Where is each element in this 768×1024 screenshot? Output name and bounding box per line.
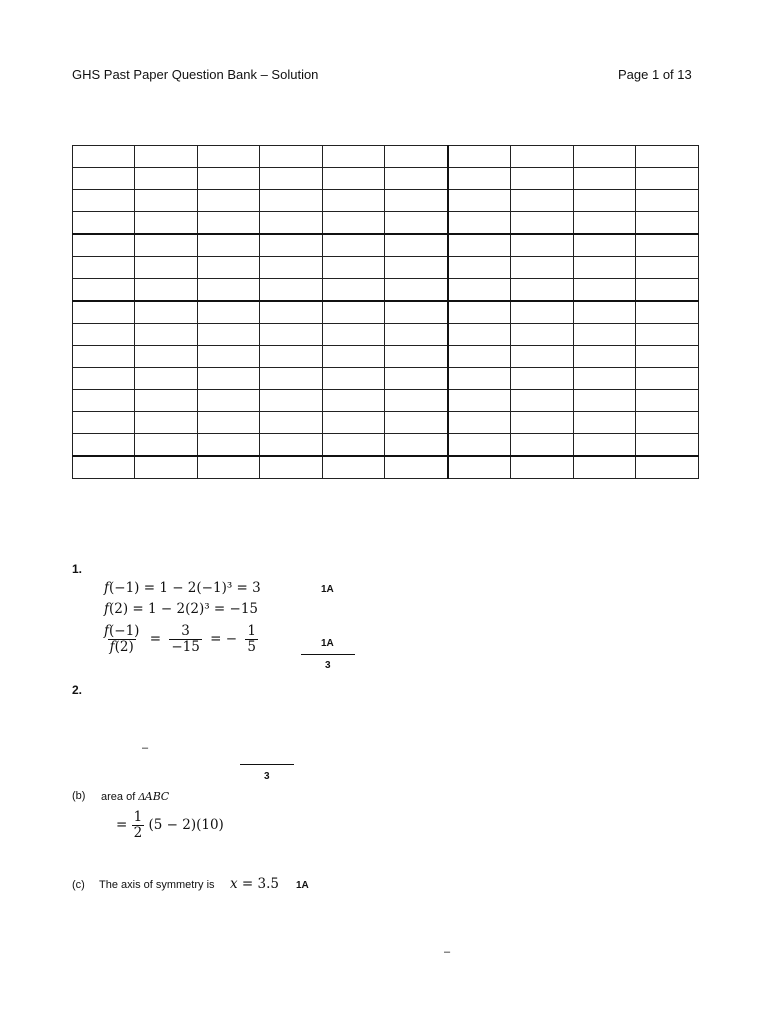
grid-cell — [385, 168, 448, 190]
grid-cell — [197, 168, 259, 190]
q1-fraction-middle — [169, 624, 202, 655]
q1-equals-2: = − — [210, 631, 238, 647]
q1-line-2: 𝑓(2) = 1 − 2(2)³ = −15 — [104, 601, 259, 617]
grid-cell — [73, 212, 135, 235]
grid-cell — [197, 234, 259, 257]
grid-cell — [135, 301, 197, 324]
grid-cell — [322, 146, 384, 168]
grid-row — [73, 257, 699, 279]
grid-cell — [322, 279, 384, 302]
grid-cell — [385, 190, 448, 212]
grid-cell — [385, 146, 448, 168]
grid-cell — [448, 412, 511, 434]
page-number: Page 1 of 13 — [618, 67, 692, 82]
grid-cell — [73, 324, 135, 346]
grid-cell — [135, 257, 197, 279]
q1-line-3-mark: 1A — [321, 638, 334, 649]
grid-cell — [197, 301, 259, 324]
question-1-number: 1. — [72, 562, 83, 576]
q2-total: 3 — [264, 771, 270, 782]
grid-row — [73, 346, 699, 368]
grid-cell — [73, 368, 135, 390]
grid-cell — [135, 190, 197, 212]
grid-cell — [511, 146, 573, 168]
grid-cell — [448, 390, 511, 412]
grid-row — [73, 434, 699, 457]
grid-row — [73, 212, 699, 235]
q1-fraction-left-num: 𝑓(−1) — [104, 623, 140, 639]
grid-cell — [197, 190, 259, 212]
q1-fraction-right-den: 5 — [247, 639, 256, 655]
grid-row — [73, 279, 699, 302]
q2-part-c-text: The axis of symmetry is — [99, 879, 215, 891]
grid-cell — [197, 324, 259, 346]
grid-cell — [636, 257, 699, 279]
grid-cell — [197, 368, 259, 390]
grid-cell — [197, 456, 259, 479]
grid-cell — [135, 279, 197, 302]
grid-cell — [636, 190, 699, 212]
grid-cell — [135, 368, 197, 390]
grid-cell — [636, 390, 699, 412]
q2-dash: – — [142, 742, 149, 754]
grid-cell — [135, 212, 197, 235]
answer-grid — [72, 145, 699, 479]
grid-cell — [448, 324, 511, 346]
grid-cell — [511, 456, 573, 479]
grid-row — [73, 456, 699, 479]
grid-cell — [322, 301, 384, 324]
bottom-dash: – — [444, 946, 451, 958]
grid-cell — [636, 301, 699, 324]
grid-row — [73, 324, 699, 346]
grid-cell — [385, 412, 448, 434]
q2-part-c-mark: 1A — [296, 880, 309, 891]
grid-cell — [197, 257, 259, 279]
q2-part-b-fraction — [132, 810, 145, 841]
grid-cell — [636, 368, 699, 390]
grid-cell — [511, 257, 573, 279]
q1-equals-1: = — [149, 631, 162, 647]
grid-cell — [73, 390, 135, 412]
grid-cell — [448, 346, 511, 368]
grid-cell — [636, 212, 699, 235]
q1-ratio-expression — [102, 624, 258, 655]
grid-cell — [73, 412, 135, 434]
grid-cell — [385, 346, 448, 368]
grid-cell — [573, 390, 635, 412]
grid-cell — [197, 390, 259, 412]
grid-cell — [260, 212, 322, 235]
grid-cell — [511, 434, 573, 457]
grid-cell — [448, 301, 511, 324]
grid-cell — [636, 434, 699, 457]
grid-cell — [636, 346, 699, 368]
q2-part-b-label: (b) — [72, 790, 86, 802]
grid-cell — [135, 434, 197, 457]
grid-cell — [322, 212, 384, 235]
grid-cell — [322, 190, 384, 212]
grid-cell — [573, 146, 635, 168]
q1-total-rule — [301, 654, 355, 655]
grid-cell — [260, 146, 322, 168]
q1-fraction-right-num: 1 — [247, 623, 256, 639]
grid-cell — [385, 324, 448, 346]
grid-row — [73, 146, 699, 168]
grid-cell — [511, 301, 573, 324]
grid-cell — [260, 301, 322, 324]
q2-part-b-fraction-den: 2 — [133, 825, 143, 841]
grid-cell — [73, 257, 135, 279]
grid-cell — [73, 434, 135, 457]
grid-cell — [322, 434, 384, 457]
grid-cell — [511, 190, 573, 212]
grid-cell — [448, 146, 511, 168]
grid-cell — [322, 168, 384, 190]
grid-cell — [511, 168, 573, 190]
q2-part-b-product: (5 − 2)(10) — [148, 817, 224, 833]
grid-cell — [260, 390, 322, 412]
grid-cell — [448, 456, 511, 479]
grid-cell — [322, 234, 384, 257]
grid-row — [73, 234, 699, 257]
grid-cell — [636, 146, 699, 168]
grid-cell — [73, 234, 135, 257]
q1-fraction-left — [102, 624, 141, 655]
grid-cell — [135, 390, 197, 412]
q2-part-c-label: (c) — [72, 879, 85, 891]
grid-cell — [322, 456, 384, 479]
q2-total-rule — [240, 764, 294, 765]
grid-cell — [73, 168, 135, 190]
grid-cell — [573, 368, 635, 390]
grid-cell — [260, 368, 322, 390]
document-title: GHS Past Paper Question Bank – Solution — [72, 67, 319, 82]
grid-cell — [511, 279, 573, 302]
grid-cell — [385, 279, 448, 302]
grid-cell — [448, 279, 511, 302]
grid-cell — [448, 434, 511, 457]
q1-fraction-middle-den: −15 — [171, 639, 200, 655]
grid-cell — [573, 212, 635, 235]
grid-cell — [573, 456, 635, 479]
grid-cell — [73, 279, 135, 302]
q1-total: 3 — [325, 660, 331, 671]
grid-cell — [385, 301, 448, 324]
grid-cell — [573, 234, 635, 257]
grid-cell — [197, 212, 259, 235]
grid-cell — [636, 324, 699, 346]
grid-cell — [197, 146, 259, 168]
q1-line-1: 𝑓(−1) = 1 − 2(−1)³ = 3 — [104, 580, 261, 596]
q2-part-b-triangle: Δ𝐴𝐵𝐶 — [138, 791, 170, 803]
grid-cell — [448, 234, 511, 257]
grid-cell — [260, 456, 322, 479]
grid-cell — [73, 301, 135, 324]
grid-cell — [260, 168, 322, 190]
q2-part-b-text — [101, 790, 169, 803]
q2-part-c-math: 𝑥 = 3.5 — [230, 876, 279, 892]
grid-cell — [260, 279, 322, 302]
grid-cell — [260, 190, 322, 212]
grid-cell — [135, 456, 197, 479]
grid-cell — [322, 368, 384, 390]
grid-cell — [197, 346, 259, 368]
grid-cell — [73, 146, 135, 168]
grid-cell — [511, 390, 573, 412]
grid-cell — [573, 434, 635, 457]
grid-row — [73, 368, 699, 390]
grid-cell — [511, 412, 573, 434]
grid-cell — [135, 234, 197, 257]
q2-part-b-fraction-num: 1 — [133, 809, 143, 825]
grid-cell — [197, 412, 259, 434]
grid-cell — [322, 257, 384, 279]
q2-part-b-equals: = — [116, 817, 128, 833]
grid-cell — [260, 257, 322, 279]
grid-cell — [636, 279, 699, 302]
grid-cell — [511, 346, 573, 368]
grid-row — [73, 168, 699, 190]
grid-cell — [260, 412, 322, 434]
grid-cell — [636, 234, 699, 257]
q1-fraction-right — [245, 624, 258, 655]
grid-row — [73, 412, 699, 434]
grid-row — [73, 301, 699, 324]
question-2-number: 2. — [72, 683, 83, 697]
grid-cell — [636, 412, 699, 434]
grid-row — [73, 390, 699, 412]
grid-cell — [73, 456, 135, 479]
grid-cell — [197, 279, 259, 302]
grid-cell — [73, 346, 135, 368]
q1-line-1-mark: 1A — [321, 584, 334, 595]
grid-cell — [260, 324, 322, 346]
grid-cell — [260, 434, 322, 457]
grid-cell — [573, 346, 635, 368]
grid-cell — [448, 168, 511, 190]
grid-cell — [385, 434, 448, 457]
grid-cell — [385, 456, 448, 479]
grid-cell — [197, 434, 259, 457]
grid-cell — [322, 346, 384, 368]
grid-cell — [573, 279, 635, 302]
grid-cell — [385, 257, 448, 279]
grid-cell — [636, 168, 699, 190]
grid-cell — [385, 212, 448, 235]
grid-cell — [448, 190, 511, 212]
grid-cell — [135, 168, 197, 190]
grid-cell — [73, 190, 135, 212]
grid-cell — [135, 346, 197, 368]
grid-cell — [385, 390, 448, 412]
grid-cell — [385, 234, 448, 257]
grid-cell — [573, 324, 635, 346]
grid-cell — [573, 412, 635, 434]
grid-cell — [511, 368, 573, 390]
q2-part-b-expression — [116, 810, 224, 841]
q1-fraction-middle-num: 3 — [181, 623, 190, 639]
q1-fraction-left-den: 𝑓(2) — [109, 639, 134, 655]
grid-cell — [573, 168, 635, 190]
grid-cell — [573, 190, 635, 212]
grid-cell — [135, 412, 197, 434]
grid-cell — [135, 324, 197, 346]
grid-cell — [322, 412, 384, 434]
grid-cell — [573, 301, 635, 324]
grid-cell — [511, 234, 573, 257]
grid-cell — [511, 324, 573, 346]
grid-cell — [448, 212, 511, 235]
grid-cell — [511, 212, 573, 235]
grid-cell — [322, 324, 384, 346]
grid-cell — [385, 368, 448, 390]
q2-part-b-prefix: area of — [101, 791, 139, 803]
grid-cell — [636, 456, 699, 479]
grid-cell — [573, 257, 635, 279]
grid-cell — [448, 257, 511, 279]
grid-cell — [448, 368, 511, 390]
grid-cell — [135, 146, 197, 168]
grid-row — [73, 190, 699, 212]
grid-cell — [260, 346, 322, 368]
grid-cell — [260, 234, 322, 257]
grid-cell — [322, 390, 384, 412]
